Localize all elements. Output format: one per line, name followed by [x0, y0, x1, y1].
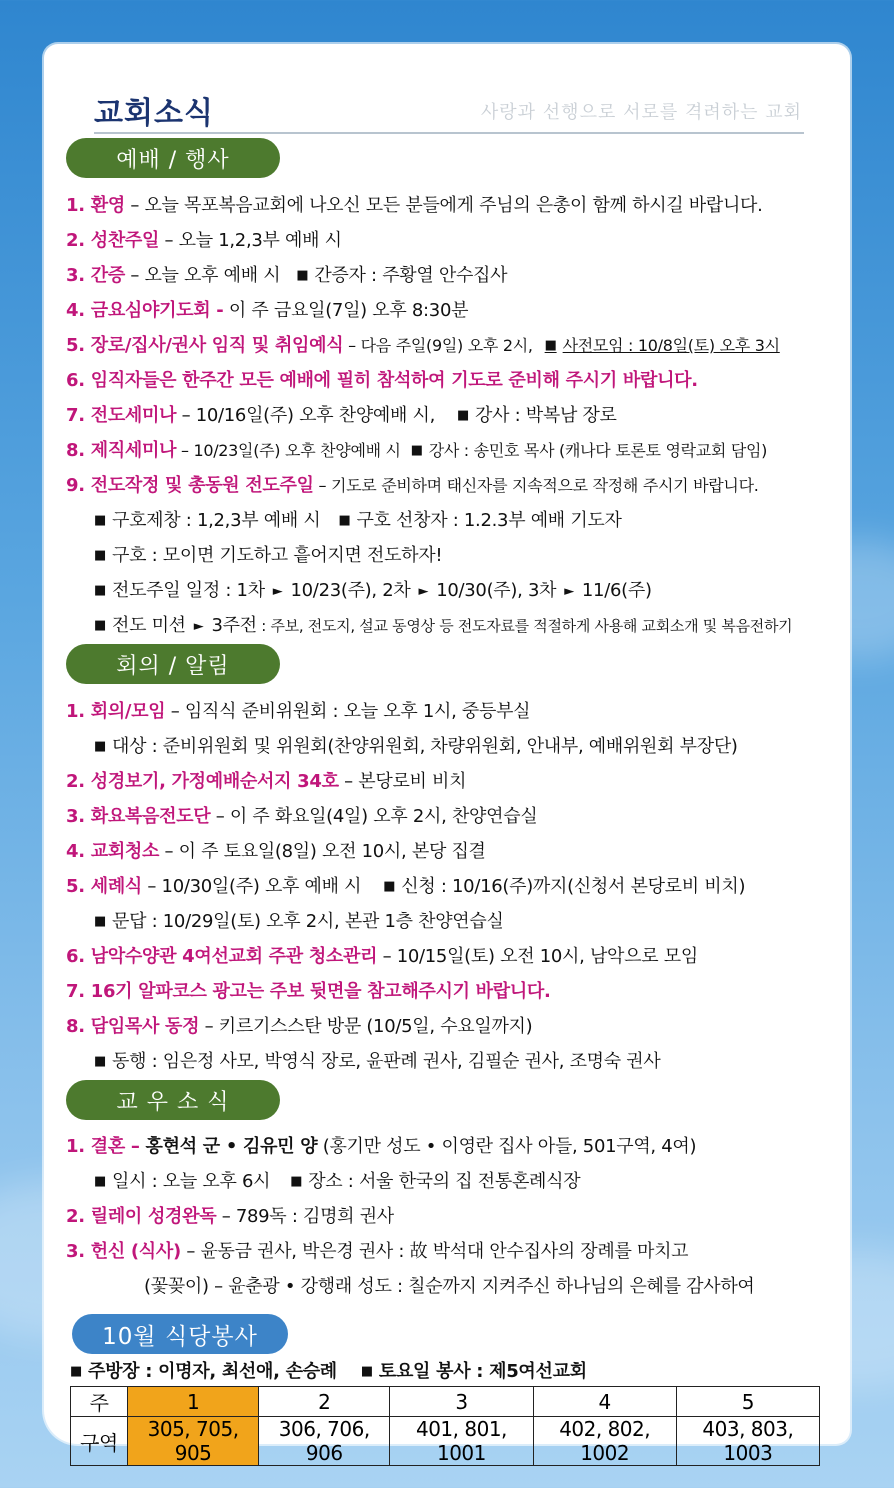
list-item: 4. 금요심야기도회 - 이 주 금요일(7일) 오후 8:30분: [66, 300, 469, 321]
list-item: 7. 16기 알파코스 광고는 주보 뒷면을 참고해주시기 바랍니다.: [66, 981, 551, 1002]
arrow-right-icon: ►: [272, 584, 283, 599]
square-bullet-icon: ■: [94, 914, 106, 929]
square-bullet-icon: ■: [70, 1364, 82, 1379]
table-row: [71, 1387, 820, 1417]
square-bullet-icon: ■: [410, 443, 423, 458]
arrow-right-icon: ►: [418, 584, 429, 599]
page-title: 교회소식: [94, 96, 214, 131]
square-bullet-icon: ■: [94, 1174, 106, 1189]
district-cell: 402, 802, 1002: [533, 1417, 676, 1466]
list-item: 2. 성경보기, 가정예배순서지 34호 – 본당로비 비치: [66, 771, 467, 792]
section-members: 교 우 소 식: [66, 1080, 280, 1120]
square-bullet-icon: ■: [338, 513, 351, 528]
list-item: (꽃꽂이) – 윤춘광 • 강행래 성도 : 칠순까지 지켜주신 하나님의 은혜를 감사하여: [144, 1276, 755, 1297]
arrow-right-icon: ►: [193, 619, 204, 634]
list-item: 1. 회의/모임 – 임직식 준비위원회 : 오늘 오후 1시, 중등부실: [66, 701, 531, 722]
list-item: 2. 릴레이 성경완독 – 789독 : 김명희 권사: [66, 1206, 394, 1227]
list-item: 5. 세례식 – 10/30일(주) 오후 예배 시 ■ 신청 : 10/16(주)까지(신청서 본당로비 비치): [66, 876, 746, 897]
list-item: ■ 전도주일 일정 : 1차 ► 10/23(주), 2차 ► 10/30(주), 3차 ► 11/6(주): [94, 580, 652, 601]
district-cell: 403, 803, 1003: [676, 1417, 819, 1466]
square-bullet-icon: ■: [457, 408, 469, 423]
header: [94, 82, 804, 134]
square-bullet-icon: ■: [94, 739, 106, 754]
list-item: 9. 전도작정 및 총동원 전도주일 – 기도로 준비하며 태신자를 지속적으로 작정해 주시기 바랍니다.: [66, 475, 759, 496]
square-bullet-icon: ■: [296, 268, 309, 283]
list-item: 7. 전도세미나 – 10/16일(주) 오후 찬양예배 시, ■ 강사 : 박복남 장로: [66, 405, 617, 426]
list-item: 8. 제직세미나 – 10/23일(주) 오후 찬양예배 시 ■ 강사 : 송민호 목사 (캐나다 토론토 영락교회 담임): [66, 440, 768, 461]
section-meal: 10월 식당봉사: [72, 1314, 288, 1354]
page-subtitle: 사랑과 선행으로 서로를 격려하는 교회: [480, 102, 802, 123]
table-header: 구역: [71, 1417, 128, 1466]
list-item: ■ 일시 : 오늘 오후 6시 ■ 장소 : 서울 한국의 집 전통혼례식장: [94, 1171, 581, 1192]
square-bullet-icon: ■: [94, 1054, 106, 1069]
list-item: ■ 대상 : 준비위원회 및 위원회(찬양위원회, 차량위원회, 안내부, 예배위원회 부장단): [94, 736, 738, 757]
list-item: 4. 교회청소 – 이 주 토요일(8일) 오전 10시, 본당 집결: [66, 841, 486, 862]
section-worship: 예배 / 행사: [66, 138, 280, 178]
table-header: 주: [71, 1387, 128, 1417]
district-cell: 306, 706, 906: [259, 1417, 390, 1466]
square-bullet-icon: ■: [94, 583, 106, 598]
list-item: ■ 문답 : 10/29일(토) 오후 2시, 본관 1층 찬양연습실: [94, 911, 504, 932]
section-meeting: 회의 / 알림: [66, 644, 280, 684]
list-item: 2. 성찬주일 – 오늘 1,2,3부 예배 시: [66, 230, 342, 251]
square-bullet-icon: ■: [360, 1364, 373, 1379]
square-bullet-icon: ■: [94, 513, 106, 528]
square-bullet-icon: ■: [94, 548, 106, 563]
list-item: 3. 화요복음전도단 – 이 주 화요일(4일) 오후 2시, 찬양연습실: [66, 806, 538, 827]
list-item: ■ 전도 미션 ► 3주전 : 주보, 전도지, 설교 동영상 등 전도자료를 적절하게 사용해 교회소개 및 복음전하기: [94, 615, 793, 636]
week-cell: 3: [390, 1387, 533, 1417]
meal-staff: ■ 주방장 : 이명자, 최선애, 손승례 ■ 토요일 봉사 : 제5여선교회: [70, 1361, 587, 1382]
list-item: ■ 구호 : 모이면 기도하고 흩어지면 전도하자!: [94, 545, 443, 566]
arrow-right-icon: ►: [564, 584, 574, 599]
square-bullet-icon: ■: [94, 618, 106, 633]
bulletin-card: [44, 44, 850, 1465]
list-item: ■ 동행 : 임은정 사모, 박영식 장로, 윤판례 권사, 김필순 권사, 조명숙 권사: [94, 1051, 661, 1072]
square-bullet-icon: ■: [290, 1174, 303, 1189]
list-item: ■ 구호제창 : 1,2,3부 예배 시 ■ 구호 선창자 : 1.2.3부 예배 기도자: [94, 510, 622, 531]
list-item: 3. 간증 – 오늘 오후 예배 시 ■ 간증자 : 주황열 안수집사: [66, 265, 508, 286]
square-bullet-icon: ■: [544, 338, 557, 353]
week-cell: 5: [676, 1387, 819, 1417]
week-cell: 2: [259, 1387, 390, 1417]
list-item: 1. 결혼 – 홍현석 군 • 김유민 양 (홍기만 성도 • 이영란 집사 아들, 501구역, 4여): [66, 1136, 697, 1157]
district-cell: 305, 705, 905: [128, 1417, 259, 1466]
list-item: 1. 환영 – 오늘 목포복음교회에 나오신 모든 분들에게 주님의 은총이 함께 하시길 바랍니다.: [66, 195, 763, 216]
table-row: [71, 1417, 820, 1466]
list-item: 6. 남악수양관 4여선교회 주관 청소관리 – 10/15일(토) 오전 10시, 남악으로 모임: [66, 946, 698, 967]
list-item: 5. 장로/집사/권사 임직 및 취임예식 – 다음 주일(9일) 오후 2시, ■ 사전모임 : 10/8일(토) 오후 3시: [66, 335, 780, 356]
district-cell: 401, 801, 1001: [390, 1417, 533, 1466]
meal-schedule-table: [70, 1386, 820, 1466]
list-item: 8. 담임목사 동정 – 키르기스스탄 방문 (10/5일, 수요일까지): [66, 1016, 533, 1037]
week-cell: 4: [533, 1387, 676, 1417]
list-item: 3. 헌신 (식사) – 윤동금 권사, 박은경 권사 : 故 박석대 안수집사의 장례를 마치고: [66, 1241, 689, 1262]
square-bullet-icon: ■: [383, 879, 396, 894]
list-item: 6. 임직자들은 한주간 모든 예배에 필히 참석하여 기도로 준비해 주시기 바랍니다.: [66, 370, 698, 391]
week-cell: 1: [128, 1387, 259, 1417]
